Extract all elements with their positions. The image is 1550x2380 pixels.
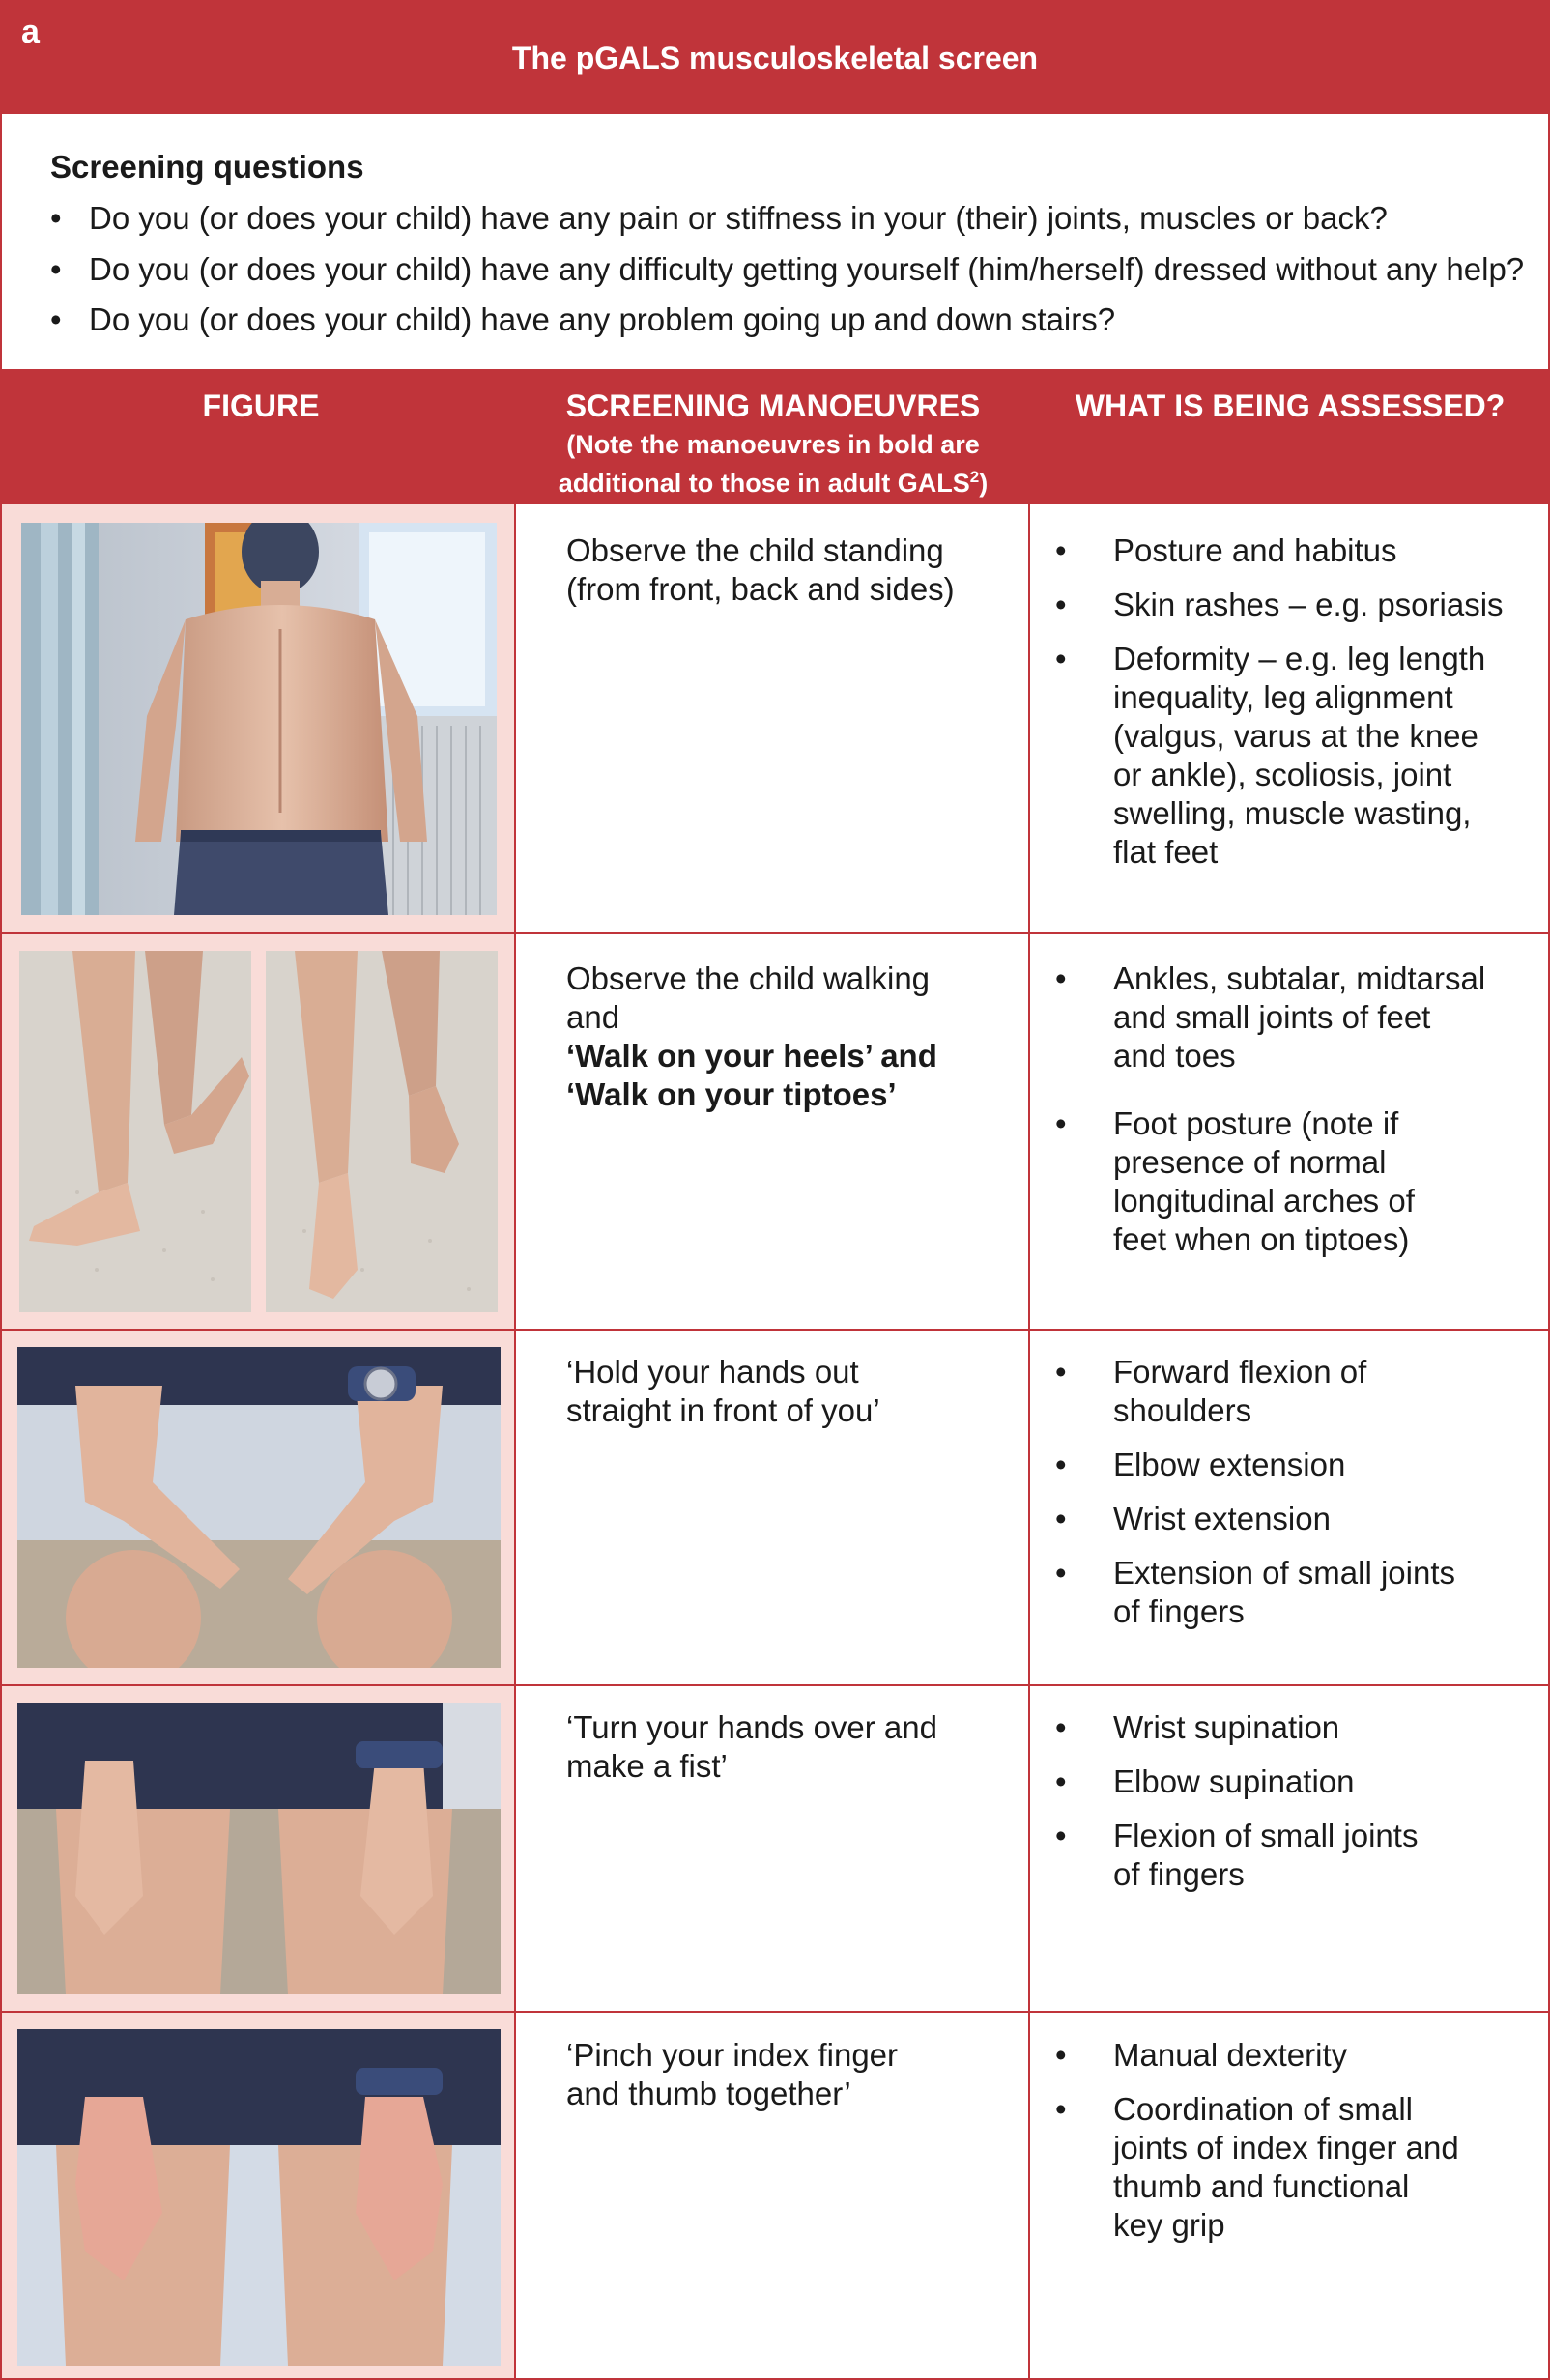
manoeuvres-column-header [516, 369, 1030, 504]
assessed-line: Coordination of small [1113, 2091, 1413, 2127]
screening-questions-heading: Screening questions [50, 149, 364, 185]
manoeuvre-text [566, 531, 1020, 609]
bullet-icon: • [1055, 1501, 1067, 1536]
list-item [1055, 1104, 1542, 1259]
figure-header-label: FIGURE [202, 388, 320, 423]
assessed-line: flat feet [1113, 834, 1219, 870]
assessed-line: feet when on tiptoes) [1113, 1221, 1410, 1257]
assessed-list [1055, 1353, 1542, 1631]
screening-questions [0, 114, 1550, 369]
assessed-line: thumb and functional [1113, 2168, 1410, 2204]
list-item [1055, 531, 1542, 570]
bullet-icon: • [1055, 587, 1067, 622]
row-divider [0, 2011, 1550, 2013]
assessed-line: Elbow extension [1113, 1447, 1346, 1482]
assessed-line: presence of normal [1113, 1144, 1387, 1180]
assessed-line: Foot posture (note if [1113, 1105, 1399, 1141]
bullet-icon: • [1055, 1709, 1067, 1745]
bullet-icon: • [1055, 1105, 1067, 1141]
bullet-icon: • [1055, 961, 1067, 996]
list-item [1055, 1763, 1542, 1801]
assessed-line: (valgus, varus at the knee [1113, 718, 1478, 754]
bullet-icon: • [1055, 2091, 1067, 2127]
manoeuvre-line-bold: ‘Walk on your heels’ and [566, 1038, 937, 1074]
bullet-icon: • [1055, 1555, 1067, 1591]
manoeuvre-line: ‘Hold your hands out [566, 1354, 859, 1390]
bullet-icon: • [1055, 641, 1067, 676]
assessed-line: Extension of small joints [1113, 1555, 1455, 1591]
bullet-icon: • [50, 200, 62, 236]
list-item [1055, 1554, 1542, 1631]
title-bar [0, 0, 1550, 114]
bullet-icon: • [50, 301, 62, 337]
table-header [0, 369, 1550, 504]
list-item [1055, 2090, 1542, 2245]
bullet-icon: • [1055, 1447, 1067, 1482]
bullet-icon: • [1055, 532, 1067, 568]
list-item [1055, 1817, 1542, 1894]
question-text: Do you (or does your child) have any difficulty getting yourself (him/herself) dressed without any help? [89, 251, 1525, 287]
assessed-line: Ankles, subtalar, midtarsal [1113, 961, 1486, 996]
question-item [50, 200, 1388, 237]
assessed-line: of fingers [1113, 1593, 1245, 1629]
assessed-line: inequality, leg alignment [1113, 679, 1453, 715]
assessed-list [1055, 2036, 1542, 2245]
manoeuvre-line: Observe the child standing [566, 532, 944, 568]
bullet-icon: • [1055, 1818, 1067, 1853]
assessed-column-header [1030, 369, 1550, 504]
assessed-header-label: WHAT IS BEING ASSESSED? [1075, 388, 1506, 423]
assessed-line: Flexion of small joints [1113, 1818, 1419, 1853]
list-item [1055, 1500, 1542, 1538]
assessed-list [1055, 531, 1542, 872]
assessed-line: Forward flexion of [1113, 1354, 1367, 1390]
assessed-list [1055, 960, 1542, 1259]
assessed-line: Deformity – e.g. leg length [1113, 641, 1486, 676]
assessed-line: and small joints of feet [1113, 999, 1431, 1035]
assessed-line: of fingers [1113, 1856, 1245, 1892]
assessed-line: Skin rashes – e.g. psoriasis [1113, 587, 1504, 622]
manoeuvre-line: straight in front of you’ [566, 1392, 880, 1428]
list-item [1055, 586, 1542, 624]
photo-walking-tiptoes [266, 951, 498, 1312]
manoeuvre-line: make a fist’ [566, 1748, 728, 1784]
bullet-icon: • [1055, 1354, 1067, 1390]
photo-hands-out [17, 1347, 501, 1668]
manoeuvre-text [566, 1353, 1020, 1430]
photo-pinch [17, 2029, 501, 2366]
manoeuvre-line: ‘Turn your hands over and [566, 1709, 937, 1745]
question-text: Do you (or does your child) have any problem going up and down stairs? [89, 301, 1116, 337]
assessed-line: or ankle), scoliosis, joint [1113, 757, 1452, 792]
manoeuvres-note [516, 428, 1030, 500]
bullet-icon: • [1055, 2037, 1067, 2073]
row-divider [0, 932, 1550, 934]
photo-child-standing [21, 523, 497, 915]
panel-letter: a [21, 14, 40, 50]
manoeuvre-line-bold: ‘Walk on your tiptoes’ [566, 1076, 897, 1112]
assessed-line: joints of index finger and [1113, 2130, 1459, 2165]
row-divider [0, 1684, 1550, 1686]
question-text: Do you (or does your child) have any pain or stiffness in your (their) joints, muscles or back? [89, 200, 1388, 236]
assessed-line: Wrist extension [1113, 1501, 1331, 1536]
page-title: The pGALS musculoskeletal screen [511, 41, 1039, 75]
assessed-line: longitudinal arches of [1113, 1183, 1415, 1219]
note-line-1: (Note the manoeuvres in bold are [566, 430, 980, 459]
note-close: ) [979, 469, 989, 498]
assessed-line: Manual dexterity [1113, 2037, 1348, 2073]
manoeuvre-line: (from front, back and sides) [566, 571, 955, 607]
manoeuvre-text [566, 1708, 1020, 1786]
assessed-list [1055, 1708, 1542, 1894]
assessed-line: Posture and habitus [1113, 532, 1397, 568]
assessed-line: and toes [1113, 1038, 1236, 1074]
photo-hands-fists [17, 1703, 501, 1994]
list-item [1055, 1708, 1542, 1747]
list-item [1055, 1353, 1542, 1430]
question-item [50, 301, 1115, 338]
assessed-line: Wrist supination [1113, 1709, 1340, 1745]
list-item [1055, 2036, 1542, 2075]
assessed-line: key grip [1113, 2207, 1225, 2243]
question-item [50, 251, 1524, 288]
column-divider [1028, 504, 1030, 2380]
list-item [1055, 640, 1542, 872]
bullet-icon: • [1055, 1763, 1067, 1799]
assessed-line: swelling, muscle wasting, [1113, 795, 1472, 831]
manoeuvre-text [566, 2036, 1020, 2113]
table-border-left [0, 504, 2, 2380]
note-line-2: additional to those in adult GALS [558, 469, 970, 498]
manoeuvre-text [566, 960, 1020, 1114]
manoeuvre-line: Observe the child walking [566, 961, 931, 996]
figure-column-header [0, 369, 522, 504]
manoeuvres-header-label: SCREENING MANOEUVRES [565, 388, 981, 423]
column-divider [514, 504, 516, 2380]
assessed-line: shoulders [1113, 1392, 1252, 1428]
manoeuvre-line: and thumb together’ [566, 2076, 851, 2111]
note-superscript: 2 [969, 468, 980, 486]
photo-walking-heels [19, 951, 251, 1312]
assessed-line: Elbow supination [1113, 1763, 1355, 1799]
manoeuvre-line: and [566, 999, 620, 1035]
list-item [1055, 960, 1542, 1075]
bullet-icon: • [50, 251, 62, 287]
list-item [1055, 1446, 1542, 1484]
manoeuvre-line: ‘Pinch your index finger [566, 2037, 899, 2073]
row-divider [0, 1329, 1550, 1331]
